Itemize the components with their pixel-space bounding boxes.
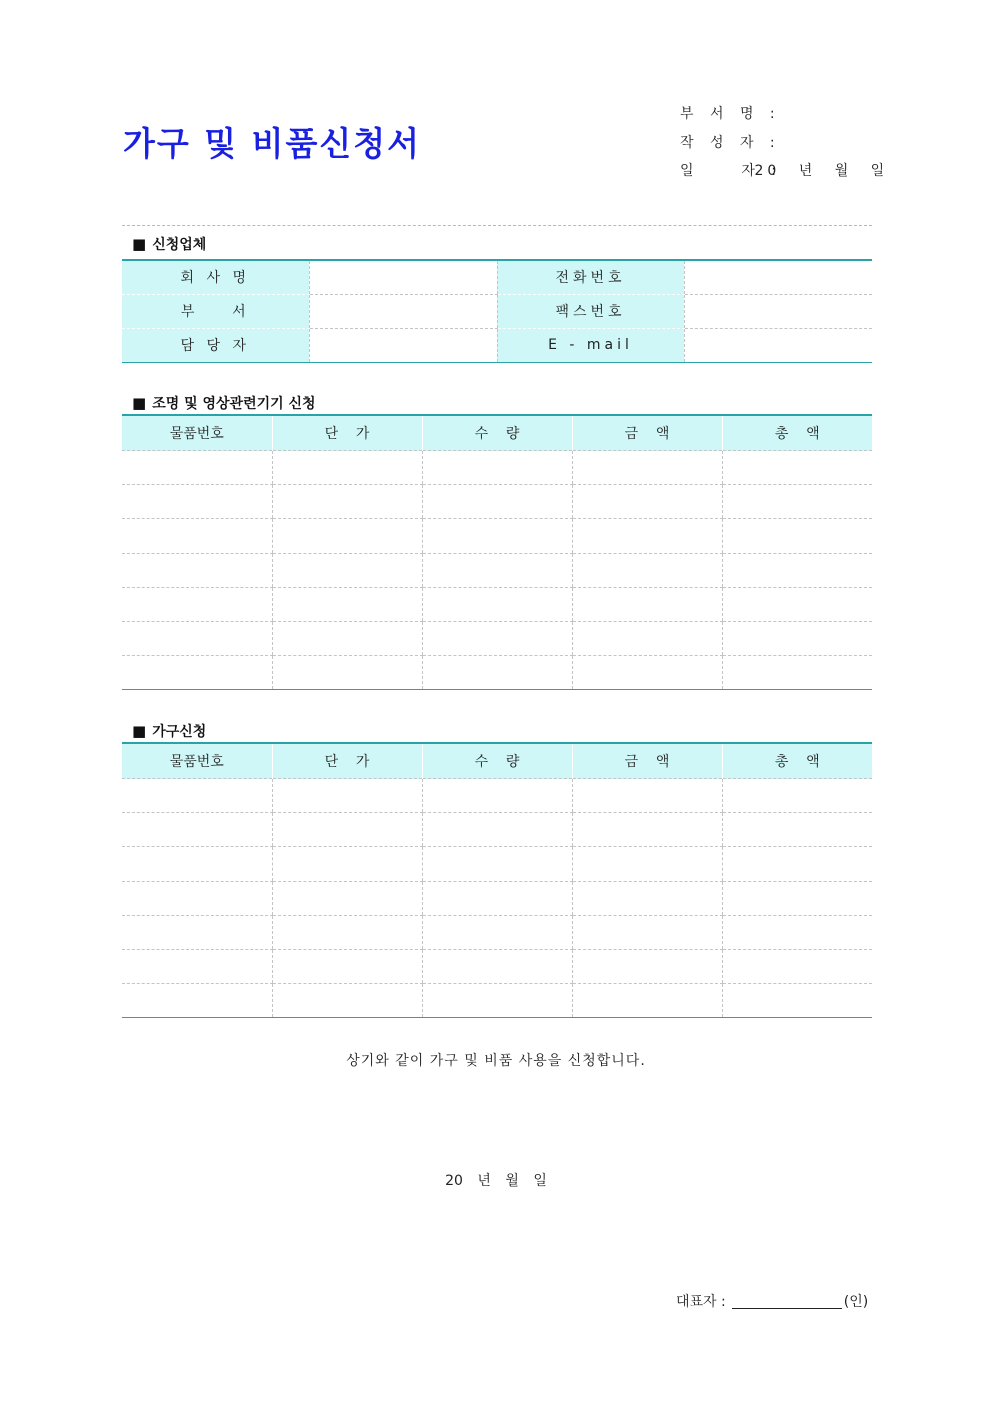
table-cell[interactable]	[722, 656, 872, 690]
table-row	[122, 915, 872, 949]
date-value: 20 년 월 일	[754, 163, 889, 179]
table-cell[interactable]	[272, 485, 422, 519]
table-cell[interactable]	[572, 553, 722, 587]
table-cell[interactable]	[722, 779, 872, 813]
square-bullet-icon: ■	[132, 235, 147, 253]
table-cell[interactable]	[572, 813, 722, 847]
vendor-field-value[interactable]	[684, 328, 872, 362]
dept-label: 부 서 명 :	[680, 106, 781, 122]
table-cell[interactable]	[122, 881, 272, 915]
vendor-field-value[interactable]	[309, 294, 497, 328]
table-cell[interactable]	[422, 915, 572, 949]
table-cell[interactable]	[722, 881, 872, 915]
table-cell[interactable]	[272, 847, 422, 881]
vendor-field-value[interactable]	[684, 260, 872, 294]
table-cell[interactable]	[722, 813, 872, 847]
table-cell[interactable]	[422, 451, 572, 485]
table-cell[interactable]	[272, 519, 422, 553]
column-header: 단 가	[272, 743, 422, 779]
table-row	[122, 656, 872, 690]
table-row	[122, 621, 872, 655]
table-cell[interactable]	[722, 519, 872, 553]
table-cell[interactable]	[122, 587, 272, 621]
table-cell[interactable]	[422, 881, 572, 915]
table-cell[interactable]	[122, 553, 272, 587]
square-bullet-icon: ■	[132, 394, 147, 412]
table-cell[interactable]	[272, 587, 422, 621]
meta-date-row	[680, 157, 888, 186]
header-meta	[680, 100, 888, 186]
table-cell[interactable]	[422, 847, 572, 881]
table-cell[interactable]	[572, 451, 722, 485]
table-cell[interactable]	[422, 553, 572, 587]
table-row	[122, 485, 872, 519]
column-header: 물품번호	[122, 415, 272, 451]
table-cell[interactable]	[122, 984, 272, 1018]
vendor-field-label: 부 서	[122, 294, 309, 328]
table-cell[interactable]	[572, 847, 722, 881]
table-cell[interactable]	[122, 915, 272, 949]
table-cell[interactable]	[272, 451, 422, 485]
table-cell[interactable]	[122, 451, 272, 485]
table-cell[interactable]	[122, 485, 272, 519]
table-cell[interactable]	[122, 656, 272, 690]
table-cell[interactable]	[272, 553, 422, 587]
seal-label: (인)	[843, 1294, 869, 1310]
table-row	[122, 587, 872, 621]
table-cell[interactable]	[422, 485, 572, 519]
table-cell[interactable]	[272, 656, 422, 690]
vendor-field-label: 팩스번호	[497, 294, 684, 328]
table-cell[interactable]	[122, 621, 272, 655]
table-cell[interactable]	[272, 949, 422, 983]
rep-label: 대표자 :	[676, 1294, 726, 1310]
table-cell[interactable]	[122, 519, 272, 553]
table-cell[interactable]	[572, 915, 722, 949]
table-row	[122, 553, 872, 587]
table-cell[interactable]	[422, 984, 572, 1018]
column-header: 금 액	[572, 415, 722, 451]
closing-sentence: 상기와 같이 가구 및 비품 사용을 신청합니다.	[346, 1053, 646, 1069]
vendor-section-title: ■ 신청업체	[132, 235, 207, 253]
table-cell[interactable]	[572, 949, 722, 983]
table-cell[interactable]	[722, 451, 872, 485]
representative-signature	[676, 1291, 868, 1311]
table-cell[interactable]	[272, 984, 422, 1018]
table-cell[interactable]	[722, 553, 872, 587]
column-header: 단 가	[272, 415, 422, 451]
table-cell[interactable]	[272, 813, 422, 847]
column-header: 수 량	[422, 415, 572, 451]
table-cell[interactable]	[422, 949, 572, 983]
column-header: 총 액	[722, 743, 872, 779]
table-header-row	[122, 743, 872, 779]
table-row	[122, 984, 872, 1018]
lighting-section-title: ■ 조명 및 영상관련기기 신청	[132, 394, 316, 412]
author-label: 작 성 자 :	[680, 134, 781, 151]
lighting-table	[122, 414, 872, 690]
vendor-row	[122, 328, 872, 362]
table-cell[interactable]	[422, 656, 572, 690]
meta-dept-row	[680, 100, 888, 129]
table-row	[122, 779, 872, 813]
table-cell[interactable]	[122, 847, 272, 881]
closing-date: 20 년 월 일	[445, 1173, 547, 1189]
table-cell[interactable]	[722, 485, 872, 519]
table-cell[interactable]	[272, 779, 422, 813]
vendor-row	[122, 294, 872, 328]
column-header: 총 액	[722, 415, 872, 451]
column-header: 물품번호	[122, 743, 272, 779]
vendor-field-label: 회 사 명	[122, 260, 309, 294]
table-cell[interactable]	[722, 984, 872, 1018]
table-cell[interactable]	[422, 813, 572, 847]
table-cell[interactable]	[572, 881, 722, 915]
table-cell[interactable]	[572, 984, 722, 1018]
table-cell[interactable]	[272, 915, 422, 949]
furniture-table	[122, 742, 872, 1018]
table-row	[122, 451, 872, 485]
table-cell[interactable]	[572, 519, 722, 553]
column-header: 금 액	[572, 743, 722, 779]
vendor-field-label: 담 당 자	[122, 328, 309, 362]
table-cell[interactable]	[122, 779, 272, 813]
vendor-field-value[interactable]	[684, 294, 872, 328]
table-cell[interactable]	[272, 881, 422, 915]
table-row	[122, 949, 872, 983]
table-header-row	[122, 415, 872, 451]
table-cell[interactable]	[572, 621, 722, 655]
table-cell[interactable]	[422, 621, 572, 655]
table-cell[interactable]	[572, 587, 722, 621]
page-title: 가구 및 비품신청서	[123, 124, 422, 163]
table-cell[interactable]	[722, 587, 872, 621]
table-cell[interactable]	[722, 847, 872, 881]
table-row	[122, 519, 872, 553]
furniture-section-title: ■ 가구신청	[132, 722, 207, 740]
signature-line[interactable]	[732, 1294, 842, 1309]
table-row	[122, 881, 872, 915]
table-cell[interactable]	[272, 621, 422, 655]
vendor-field-label: 전화번호	[497, 260, 684, 294]
table-cell[interactable]	[422, 587, 572, 621]
table-row	[122, 847, 872, 881]
column-header: 수 량	[422, 743, 572, 779]
vendor-row	[122, 260, 872, 294]
top-divider	[122, 225, 872, 226]
table-cell[interactable]	[722, 915, 872, 949]
vendor-field-value[interactable]	[309, 328, 497, 362]
table-cell[interactable]	[572, 656, 722, 690]
vendor-table	[122, 259, 872, 363]
table-cell[interactable]	[722, 621, 872, 655]
vendor-field-label: E - mail	[497, 328, 684, 362]
table-cell[interactable]	[122, 949, 272, 983]
table-row	[122, 813, 872, 847]
table-cell[interactable]	[422, 519, 572, 553]
vendor-field-value[interactable]	[309, 260, 497, 294]
square-bullet-icon: ■	[132, 722, 147, 740]
table-cell[interactable]	[122, 813, 272, 847]
table-cell[interactable]	[722, 949, 872, 983]
table-cell[interactable]	[572, 485, 722, 519]
date-label: 일 자 :	[680, 163, 783, 179]
table-cell[interactable]	[422, 779, 572, 813]
table-cell[interactable]	[572, 779, 722, 813]
meta-author-row	[680, 129, 888, 158]
